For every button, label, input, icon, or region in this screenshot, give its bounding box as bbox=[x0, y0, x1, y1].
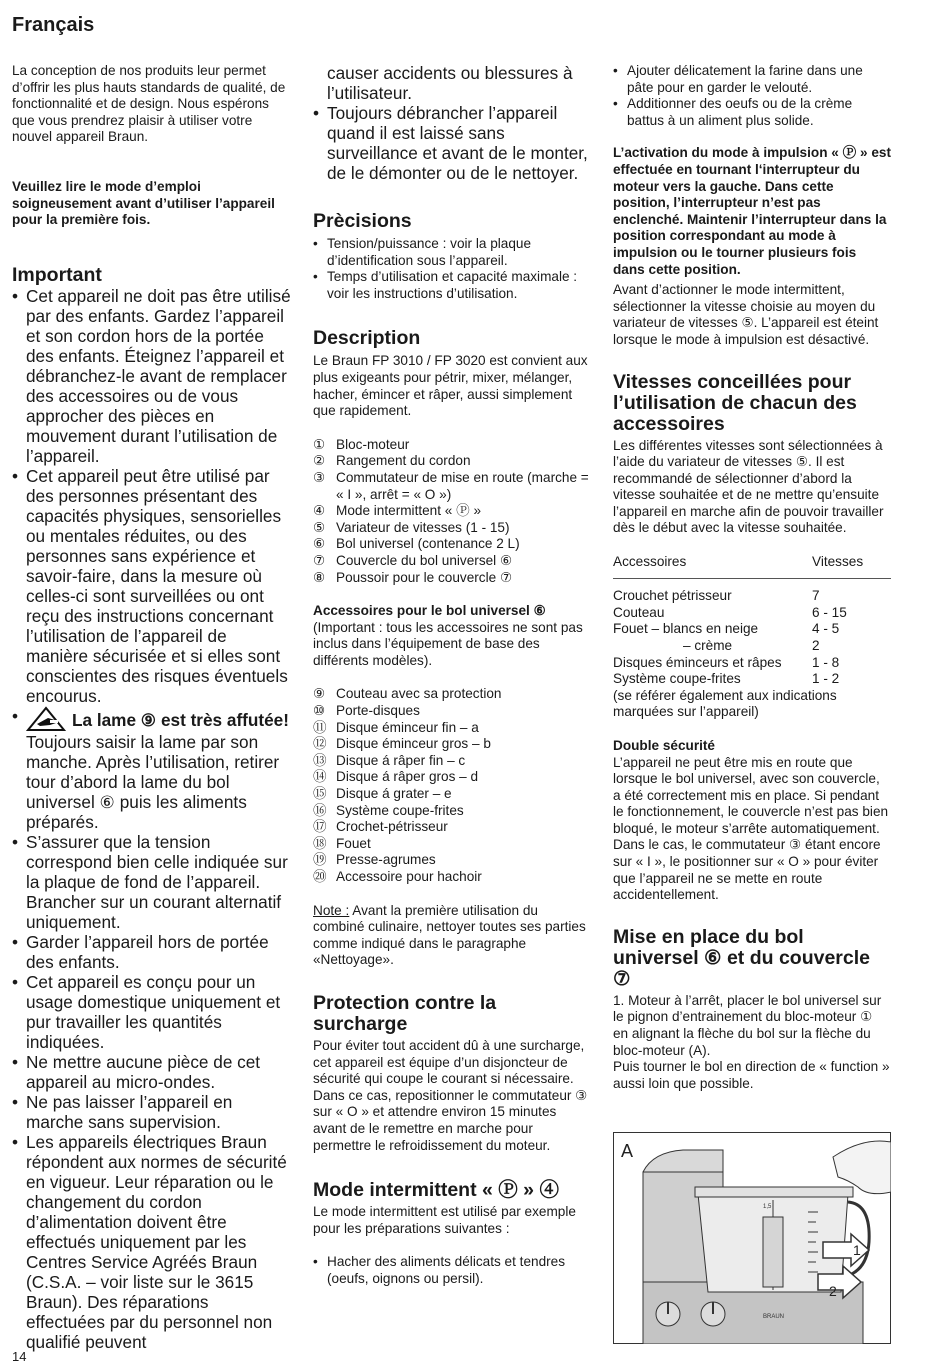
list-item: • Tension/puissance : voir la plaque d’identification sous l’appareil. bbox=[313, 236, 591, 269]
protection-text: Pour éviter tout accident dû à une surcharge, cet appareil est équipe d’un disjoncteur de sécurité qui coupe le courant si nécessaire. Dans ce cas, repositionner le commutateur ③ sur « O » et attendre environ 15 minutes avant de le remettre en marche pour permettre le refroidissement du moteur. bbox=[313, 1037, 588, 1153]
figure-label: A bbox=[621, 1141, 634, 1161]
precisions-heading: Prècisions bbox=[313, 210, 412, 232]
food-processor-illustration bbox=[613, 1132, 891, 1344]
figure-scale-label: 1,5 bbox=[763, 1204, 772, 1210]
figure-step-1: 1 bbox=[853, 1242, 861, 1258]
parts-list bbox=[313, 437, 591, 586]
language-title: Français bbox=[12, 14, 95, 36]
list-item: ⑲ Presse-agrumes bbox=[313, 852, 436, 868]
list-item: ⑱ Fouet bbox=[313, 835, 371, 851]
table-row: Crouchet pétrisseur 7 bbox=[613, 588, 820, 604]
blade-warning-text: Toujours saisir la lame par son manche. Après l’utilisation, retirer tour d’abord la lame du bol universel ⑥ puis les aliments préparés. bbox=[26, 731, 280, 832]
note-paragraph bbox=[313, 903, 591, 969]
column-3 bbox=[613, 63, 891, 1092]
table-row: Système coupe-frites 1 - 2 bbox=[613, 671, 840, 687]
list-item: ④ Mode intermittent « Ⓟ » bbox=[313, 503, 482, 519]
list-item: ⑫ Disque éminceur gros – b bbox=[313, 736, 491, 752]
list-item: ⑮ Disque á grater – e bbox=[313, 786, 452, 802]
list-item: ⑦ Couvercle du bol universel ⑥ bbox=[313, 552, 513, 568]
list-item: • S’assurer que la tension correspond bien celle indiquée sur la plaque de fond de l’appareil. Brancher sur un courant alternatif uniquement. bbox=[12, 832, 292, 932]
precisions-list bbox=[313, 236, 591, 302]
accessories-heading: Accessoires pour le bol universel ⑥ bbox=[313, 603, 546, 619]
impulse-text: Avant d’actionner le mode intermittent, sélectionner la vitesse choisie au moyen du variateur de vitesses ⑤. L’appareil est éteint lorsque le mode à impulsion est désactivé. bbox=[613, 282, 879, 347]
list-item: ⑳ Accessoire pour hachoir bbox=[313, 869, 482, 884]
table-note: (se référer également aux indications marquées sur l’appareil) bbox=[613, 687, 837, 720]
accessories-list bbox=[313, 686, 591, 885]
list-item: ⑤ Variateur de vitesses (1 - 15) bbox=[313, 519, 510, 535]
description-text: Le Braun FP 3010 / FP 3020 est convient aux plus exigeants pour pétrir, mixer, mélanger, hacher, émincer et râper, aussi simplement que rapidement. bbox=[313, 353, 588, 419]
page-number: 14 bbox=[12, 1349, 27, 1364]
impulse-instructions: L’activation du mode à impulsion « Ⓟ » est effectuée en tournant l‘interrupteur du moteur vers la gauche. Dans cette position, l’interrupteur n’est pas enclenché. Maintenir l’interrupteur dans la position correspondant au mode à impulsion ou le tourner plusieurs fois dans cette position. bbox=[613, 145, 891, 277]
figure-a-food-processor bbox=[613, 1132, 891, 1344]
list-item: • Cet appareil ne doit pas être utilisé par des enfants. Gardez l’appareil et son cordon hors de la portée des enfants. Éteignez l’appareil et débranchez-le avant de remplacer des accessoires ou de vous approcher des pièces en mouvement durant l’utilisation de l’appareil. bbox=[12, 286, 292, 466]
intro-paragraph: La conception de nos produits leur permet d’offrir les plus hauts standards de qualité, de fonctionnalité et de design. Nous espérons que vous prendrez plaisir à utiliser votre nouvel appareil Braun. bbox=[12, 63, 286, 145]
blade-warning-title: La lame ⑨ est très affutée! bbox=[72, 709, 289, 730]
list-item: • Temps d’utilisation et capacité maximale : voir les instructions d’utilisation. bbox=[313, 269, 591, 302]
table-header-row bbox=[613, 554, 891, 578]
read-notice: Veuillez lire le mode d’emploi soigneusement avant d’utiliser l’appareil pour la première fois. bbox=[12, 178, 275, 228]
list-item: • Hacher des aliments délicats et tendres (oeufs, oignons ou persil). bbox=[313, 1254, 591, 1287]
list-item: ⑯ Système coupe-frites bbox=[313, 802, 464, 818]
protection-heading: Protection contre la surcharge bbox=[313, 991, 497, 1035]
list-item: ⑪ Disque éminceur fin – a bbox=[313, 719, 479, 735]
table-row: Disques éminceurs et râpes 1 - 8 bbox=[613, 654, 840, 670]
setup-text-2: Puis tourner le bol en direction de « function » aussi loin que possible. bbox=[613, 1059, 890, 1091]
list-item: • Cet appareil peut être utilisé par des personnes présentant des capacités physiques, sensorielles ou mentales réduites, ou des personnes sans expérience et savoir-faire, dans la mesure où celles-ci sont surveillées ou ont reçu des instructions concernant l’utilisation de l’appareil de manière sécurisée et si elles sont conscientes des risques éventuels encourus. bbox=[12, 466, 292, 706]
list-item: • Ne pas laisser l’appareil en marche sans supervision. bbox=[12, 1092, 292, 1132]
description-heading: Description bbox=[313, 327, 421, 350]
list-item: • Cet appareil es conçu pour un usage domestique uniquement et pur travailler les quantités indiquées. bbox=[12, 972, 292, 1052]
column-1 bbox=[12, 63, 292, 1352]
list-item: • Toujours débrancher l’appareil quand il est laissé sans surveillance et avant de le monter, de le démonter ou de le nettoyer. bbox=[313, 103, 591, 183]
list-item: ⑭ Disque á râper gros – d bbox=[313, 769, 479, 785]
accessories-note: (Important : tous les accessoires ne sont pas inclus dans l’équipement de base des différents modèles). bbox=[313, 619, 583, 668]
figure-step-2: 2 bbox=[829, 1283, 837, 1299]
list-item: ⑥ Bol universel (contenance 2 L) bbox=[313, 536, 520, 552]
list-item: ⑨ Couteau avec sa protection bbox=[313, 686, 502, 702]
unplug-list bbox=[313, 103, 591, 183]
important-list-a bbox=[12, 286, 292, 706]
list-item: ③ Commutateur de mise en route (marche = « I », arrêt = « O ») bbox=[313, 469, 589, 502]
column-header-speeds: Vitesses bbox=[812, 554, 891, 578]
figure-brand: BRAUN bbox=[763, 1314, 785, 1320]
blade-warning: • La lame ⑨ est très affutée! Toujours saisir la lame par son manche. Après l’utilisation, retirer tour d’abord la lame du bol universel ⑥ puis les aliments préparés. bbox=[12, 705, 289, 832]
list-item: • Additionner des oeufs ou de la crème battus à un aliment plus solide. bbox=[613, 96, 891, 129]
list-item: ⑩ Porte-disques bbox=[313, 703, 420, 719]
list-item: ② Rangement du cordon bbox=[313, 453, 471, 469]
continued-text: causer accidents ou blessures à l’utilisateur. bbox=[327, 63, 573, 103]
note-label: Note : bbox=[313, 902, 350, 918]
list-item: ⑰ Crochet-pétrisseur bbox=[313, 819, 448, 835]
intermittent-text: Le mode intermittent est utilisé par exemple pour les préparations suivantes : bbox=[313, 1204, 576, 1236]
intermittent-heading: Mode intermittent « Ⓟ » ④ bbox=[313, 1179, 559, 1202]
speeds-heading: Vitesses conceillées pour l’utilisation de chacun des accessoires bbox=[613, 370, 857, 435]
speeds-text: Les différentes vitesses sont sélectionnées à l’aide du variateur de vitesses ⑤. Il est recommandé de sélectionner d’abord la vitesse souhaitée et de ne mettre qu’ensuite l’appareil en marche afin de pouvoir travailler dès le début avec la vitesse souhaitée. bbox=[613, 437, 884, 536]
list-item: • Garder l’appareil hors de portée des enfants. bbox=[12, 932, 292, 972]
table-row: – crème 2 bbox=[683, 637, 820, 653]
table-row: Couteau 6 - 15 bbox=[613, 604, 847, 620]
important-list-b bbox=[12, 832, 292, 1352]
table-row: Fouet – blancs en neige 4 - 5 bbox=[613, 621, 840, 637]
note-text: Avant la première utilisation du combiné culinaire, nettoyer toutes ses parties comme indiqué dans le paragraphe «Nettoyage». bbox=[313, 902, 586, 968]
list-item: ⑬ Disque á râper fin – c bbox=[313, 752, 466, 768]
column-header-accessories: Accessoires bbox=[613, 554, 812, 578]
list-item: ① Bloc-moteur bbox=[313, 436, 410, 452]
important-heading: Important bbox=[12, 263, 102, 286]
column-2 bbox=[313, 63, 591, 1288]
list-item: ⑧ Poussoir pour le couvercle ⑦ bbox=[313, 569, 513, 585]
intermittent-list-cont bbox=[613, 63, 891, 129]
double-safety-heading: Double sécurité bbox=[613, 737, 715, 753]
setup-text: 1. Moteur à l’arrêt, placer le bol universel sur le pignon d’entrainement du bloc-moteur ① en alignant la flèche du bol sur la flèche du bloc-moteur (A). bbox=[613, 992, 882, 1058]
hand-warning-icon bbox=[26, 706, 66, 732]
setup-heading: Mise en place du bol universel ⑥ et du couvercle ⑦ bbox=[613, 925, 870, 990]
list-item: • Les appareils électriques Braun répondent aux normes de sécurité en vigueur. Leur réparation ou le changement du cordon d’alimentation doivent être effectués uniquement par les Centres Service Agréés Braun (C.S.A. – voir liste sur le 3615 Braun). Des réparations effectuées par du personnel non qualifié peuvent bbox=[12, 1132, 292, 1352]
intermittent-list bbox=[313, 1254, 591, 1287]
list-item: • Ne mettre aucune pièce de cet appareil au micro-ondes. bbox=[12, 1052, 292, 1092]
speeds-table bbox=[613, 554, 891, 688]
double-safety-text: L’appareil ne peut être mis en route que lorsque le bol universel, avec son couvercle, a été correctement mis en place. Si pendant le fonctionnement, le couvercle n’est pas bien bloqué, le moteur s’arrête automatiquement. Dans le cas, le commutateur ③ étant encore sur « I », le positionner sur « O » pour éviter que l’appareil ne se mette en route accidentellement. bbox=[613, 754, 889, 903]
list-item: • Ajouter délicatement la farine dans une pâte pour en garder le velouté. bbox=[613, 63, 891, 96]
